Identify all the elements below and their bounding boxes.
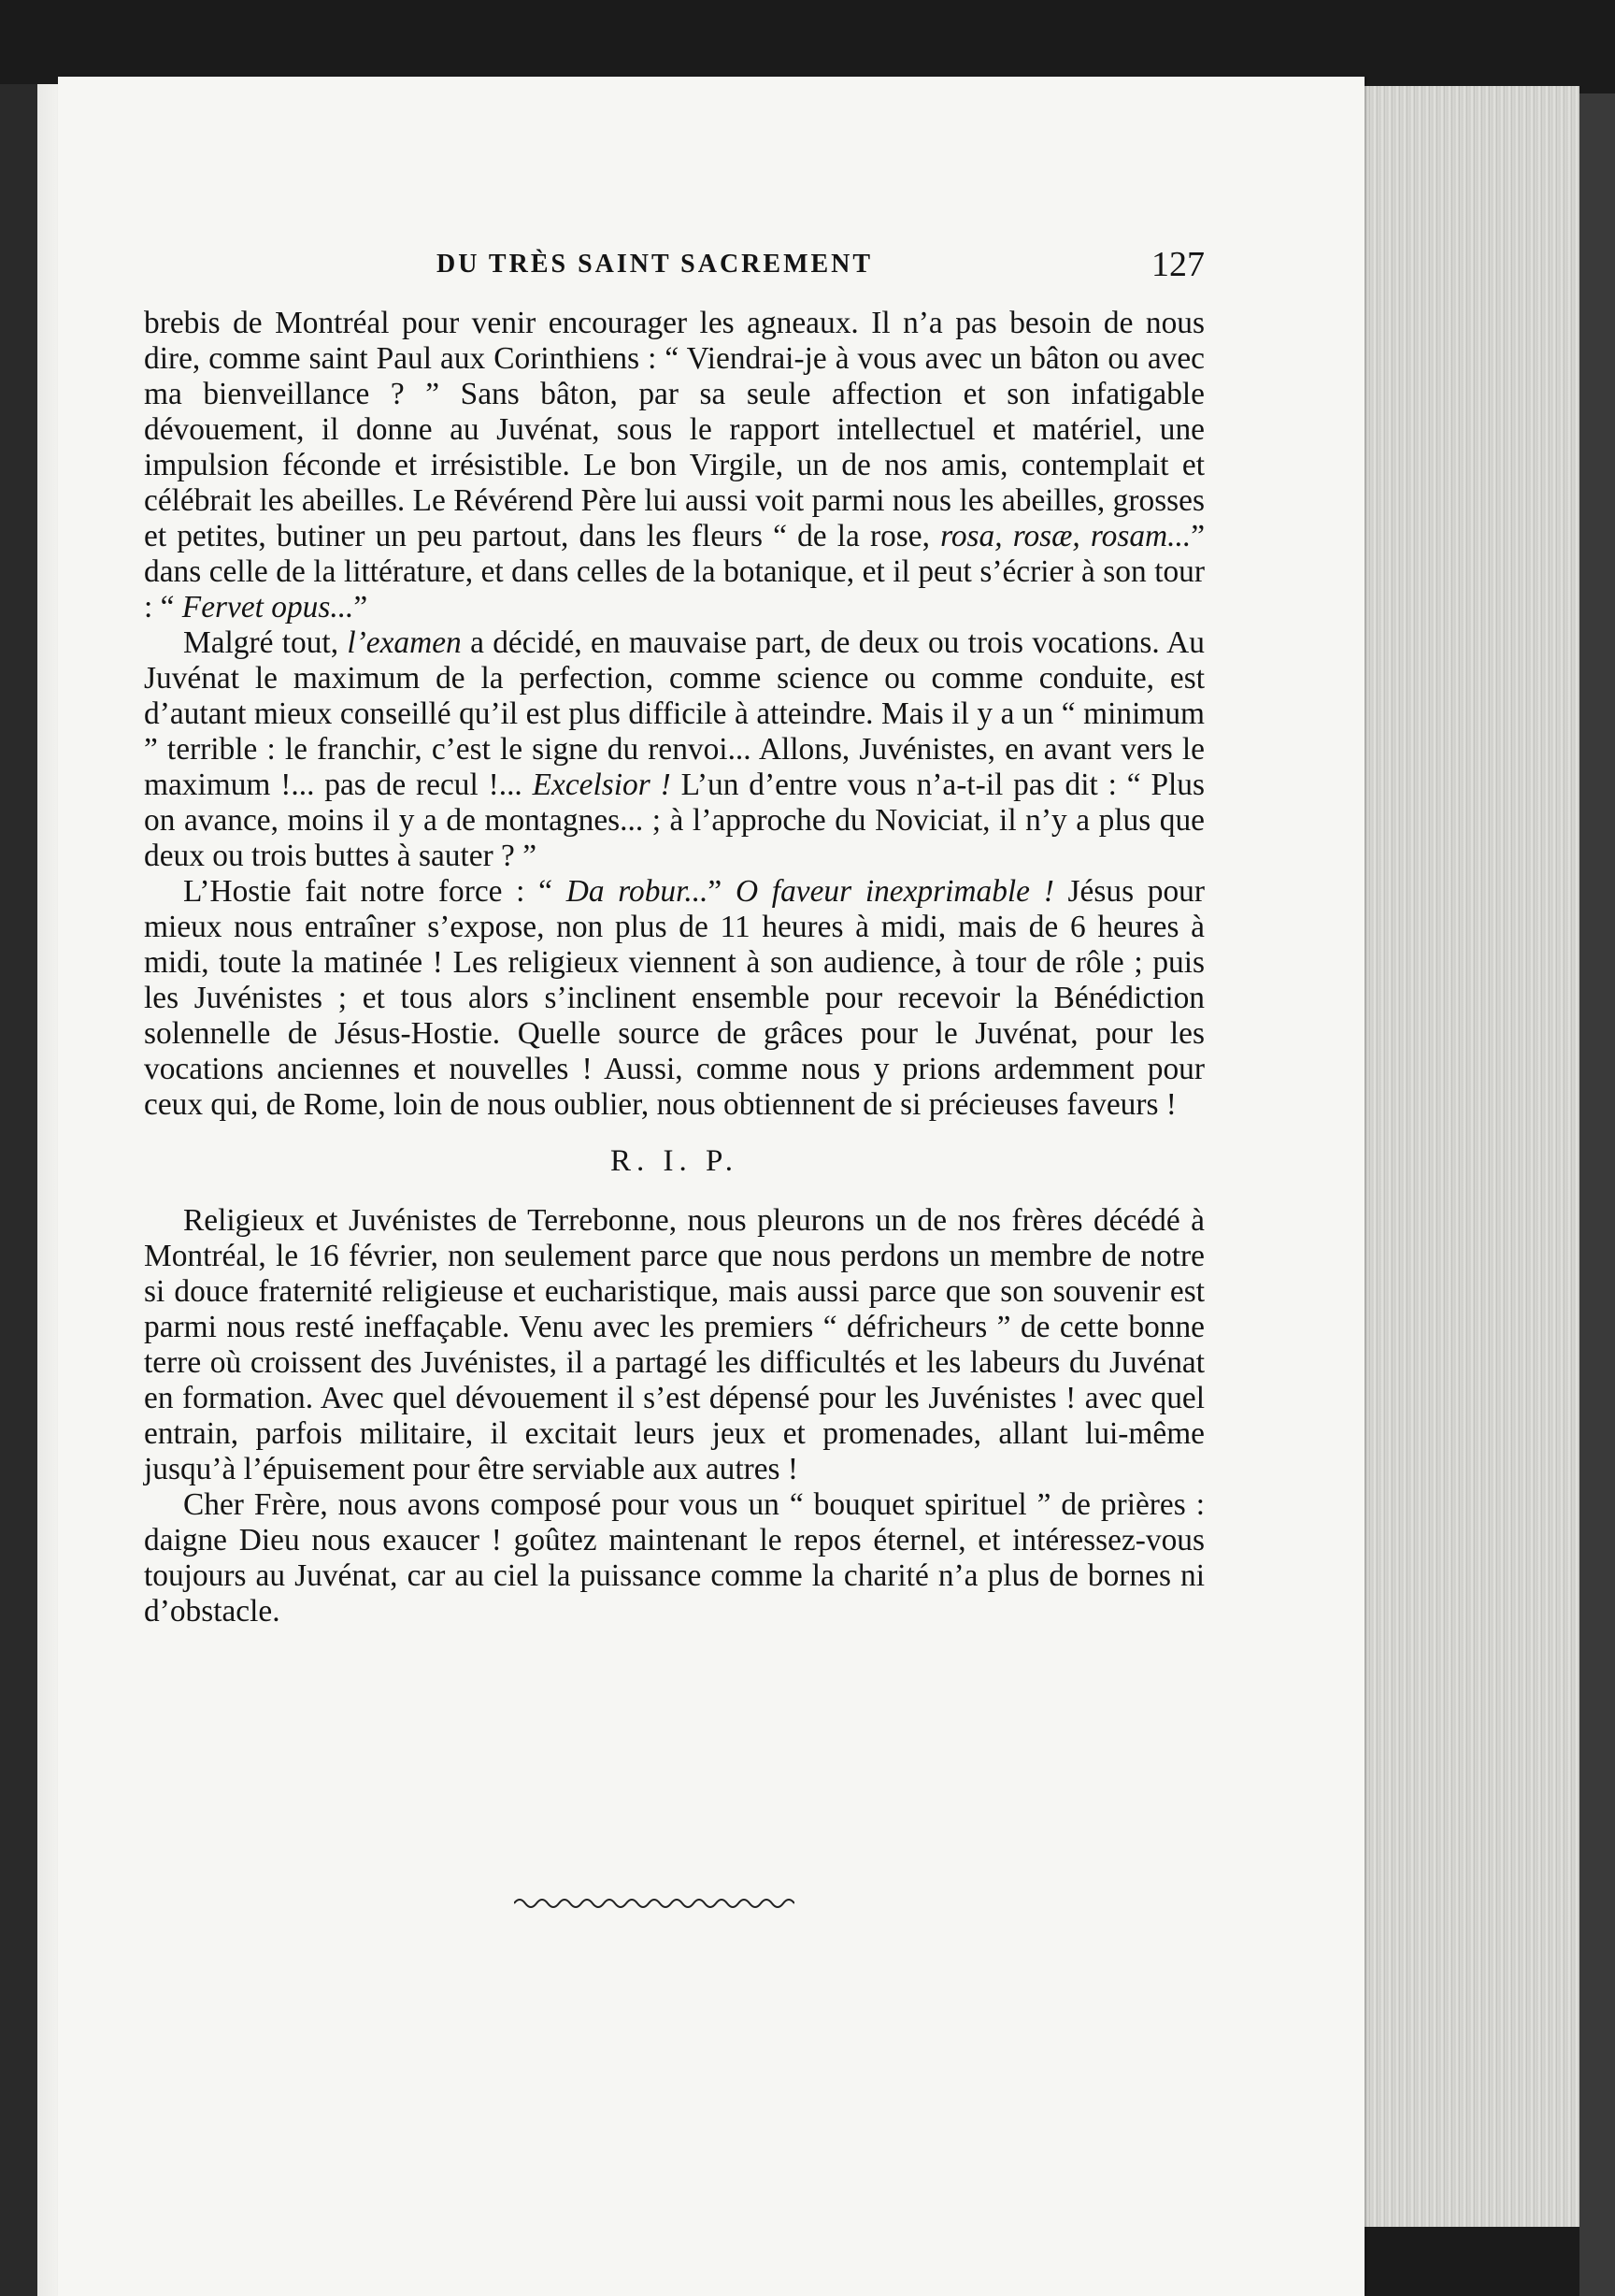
body-text: [144, 306, 1205, 1629]
book-page-edges: [1355, 86, 1579, 2227]
paragraph: [144, 1487, 1205, 1629]
text-run: ”: [353, 590, 368, 624]
page-content: [144, 245, 1206, 1629]
paragraph: [144, 306, 1205, 625]
italic-text: l’examen: [347, 625, 462, 660]
text-run: brebis de Montréal pour venir encourager les agneaux. Il n’a pas besoin de nous dire, comme saint Paul aux Corinthiens : “ Viendrai-je à vous avec un bâton ou avec ma bienveillance ? ” Sans bâton, par sa seule affection et son infatigable dévouement, il donne au Juvénat, sous le rapport intellectuel et matériel, une impulsion féconde et irrésistible. Le bon Virgile, un de nos amis, contemplait et célébrait les abeilles. Le Révérend Père lui aussi voit parmi nous les abeilles, grosses et petites, butiner un peu partout, dans les fleurs “ de la rose,: [144, 306, 1205, 553]
page-number: 127: [1151, 245, 1205, 284]
book-page: [58, 77, 1365, 2296]
text-run: ” dans celle de la littérature, et dans celles de la botanique, et il peut s’écrier à son tour : “: [144, 519, 1206, 624]
italic-text: O faveur inexprimable !: [735, 874, 1054, 909]
italic-text: Da robur...: [565, 874, 708, 909]
scan-left-margin: [0, 84, 58, 2296]
italic-text: rosa, rosæ, rosam...: [940, 519, 1192, 553]
text-run: Malgré tout,: [183, 625, 348, 660]
section-title: R. I. P.: [610, 1144, 738, 1178]
text-run: a décidé, en mauvaise part, de deux ou trois vocations. Au Juvénat le maximum de la perfection, comme science ou comme conduite, est d’autant mieux conseillé qu’il est plus difficile à atteindre. Mais il y a un “ minimum ” terrible : le franchir, c’est le signe du renvoi... Allons, Juvénistes, en avant vers le maximum !... pas de recul !...: [144, 625, 1205, 802]
text-run: L’Hostie fait notre force : “: [183, 874, 566, 909]
text-run: L’un d’entre vous n’a-t-il pas dit : “ Plus on avance, moins il y a de montagnes... ; à l’approche du Noviciat, il n’y a plus que deux ou trois buttes à sauter ? ”: [144, 768, 1206, 873]
text-run: Religieux et Juvénistes de Terrebonne, nous pleurons un de nos frères décédé à Montréal, le 16 février, non seulement parce que nous perdons un membre de notre si douce fraternité religieuse et eucharistique, mais aussi parce que son souvenir est parmi nous resté ineffaçable. Venu avec les premiers “ défricheurs ” de cette bonne terre où croissent des Juvénistes, il a partagé les difficultés et les labeurs du Juvénat en formation. Avec quel dévouement il s’est dépensé pour les Juvénistes ! avec quel entrain, parfois militaire, il excitait leurs jeux et promenades, allant lui-même jusqu’à l’épuisement pour être serviable aux autres !: [144, 1203, 1205, 1486]
text-run: ”: [707, 874, 736, 909]
paragraph: [144, 874, 1205, 1123]
wavy-ornament: [514, 1894, 794, 1913]
running-title: DU TRÈS SAINT SACREMENT: [436, 250, 874, 279]
page-header: [144, 245, 1205, 306]
italic-text: Fervet opus...: [181, 590, 354, 624]
scan-right-margin: [1579, 93, 1615, 2296]
italic-text: Excelsior !: [532, 768, 671, 802]
paragraph: [144, 1203, 1205, 1487]
paragraph: [144, 625, 1205, 874]
text-run: Jésus pour mieux nous entraîner s’expose, non plus de 11 heures à midi, mais de 6 heures à midi, toute la matinée ! Les religieux viennent à son audience, à tour de rôle ; puis les Juvénistes ; et tous alors s’inclinent ensemble pour recevoir la Bénédiction solennelle de Jésus-Hostie. Quelle source de grâces pour le Juvénat, pour les vocations anciennes et nouvelles ! Aussi, comme nous y prions ardemment pour ceux qui, de Rome, loin de nous oublier, nous obtiennent de si précieuses faveurs !: [144, 874, 1205, 1122]
text-run: Cher Frère, nous avons composé pour vous un “ bouquet spirituel ” de prières : daigne Dieu nous exaucer ! goûtez maintenant le repos éternel, et intéressez-vous toujours au Juvénat, car au ciel la puissance comme la charité n’a plus de bornes ni d’obstacle.: [144, 1487, 1205, 1629]
